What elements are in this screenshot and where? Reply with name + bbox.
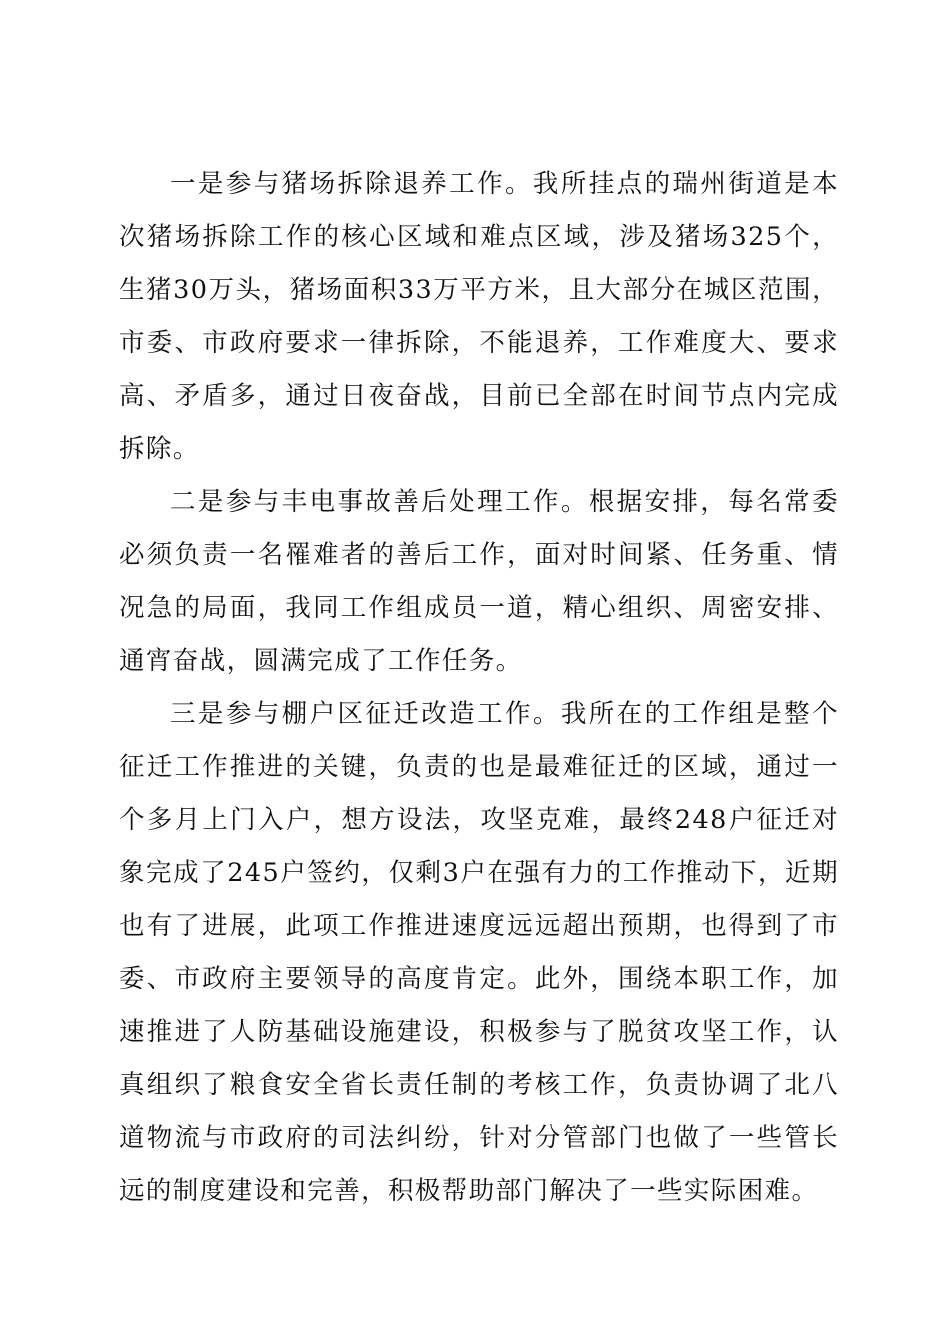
paragraph-accident-aftermath: 二是参与丰电事故善后处理工作。根据安排，每名常委必须负责一名罹难者的善后工作，面对时间紧、任务重、情况急的局面，我同工作组成员一道，精心组织、周密安排、通宵奋战，圆满完成了工作任务。 — [119, 487, 839, 676]
paragraph-pig-farm-demolition: 一是参与猪场拆除退养工作。我所挂点的瑞州街道是本次猪场拆除工作的核心区域和难点区域，涉及猪场325个，生猪30万头，猪场面积33万平方米，且大部分在城区范围，市委、市政府要求一律拆除，不能退养，工作难度大、要求高、矛盾多，通过日夜奋战，目前已全部在时间节点内完成拆除。 — [119, 169, 839, 464]
paragraph-shantytown-renovation: 三是参与棚户区征迁改造工作。我所在的工作组是整个征迁工作推进的关键，负责的也是最难征迁的区域，通过一个多月上门入户，想方设法，攻坚克难，最终248户征迁对象完成了245户签约，仅剩3户在强有力的工作推动下，近期也有了进展，此项工作推进速度远远超出预期，也得到了市委、市政府主要领导的高度肯定。此外，围绕本职工作，加速推进了人防基础设施建设，积极参与了脱贫攻坚工作，认真组织了粮食安全省长责任制的考核工作，负责协调了北八道物流与市政府的司法纠纷，针对分管部门也做了一些管长远的制度建设和完善，积极帮助部门解决了一些实际困难。 — [119, 699, 839, 1206]
document-body — [119, 158, 839, 1218]
